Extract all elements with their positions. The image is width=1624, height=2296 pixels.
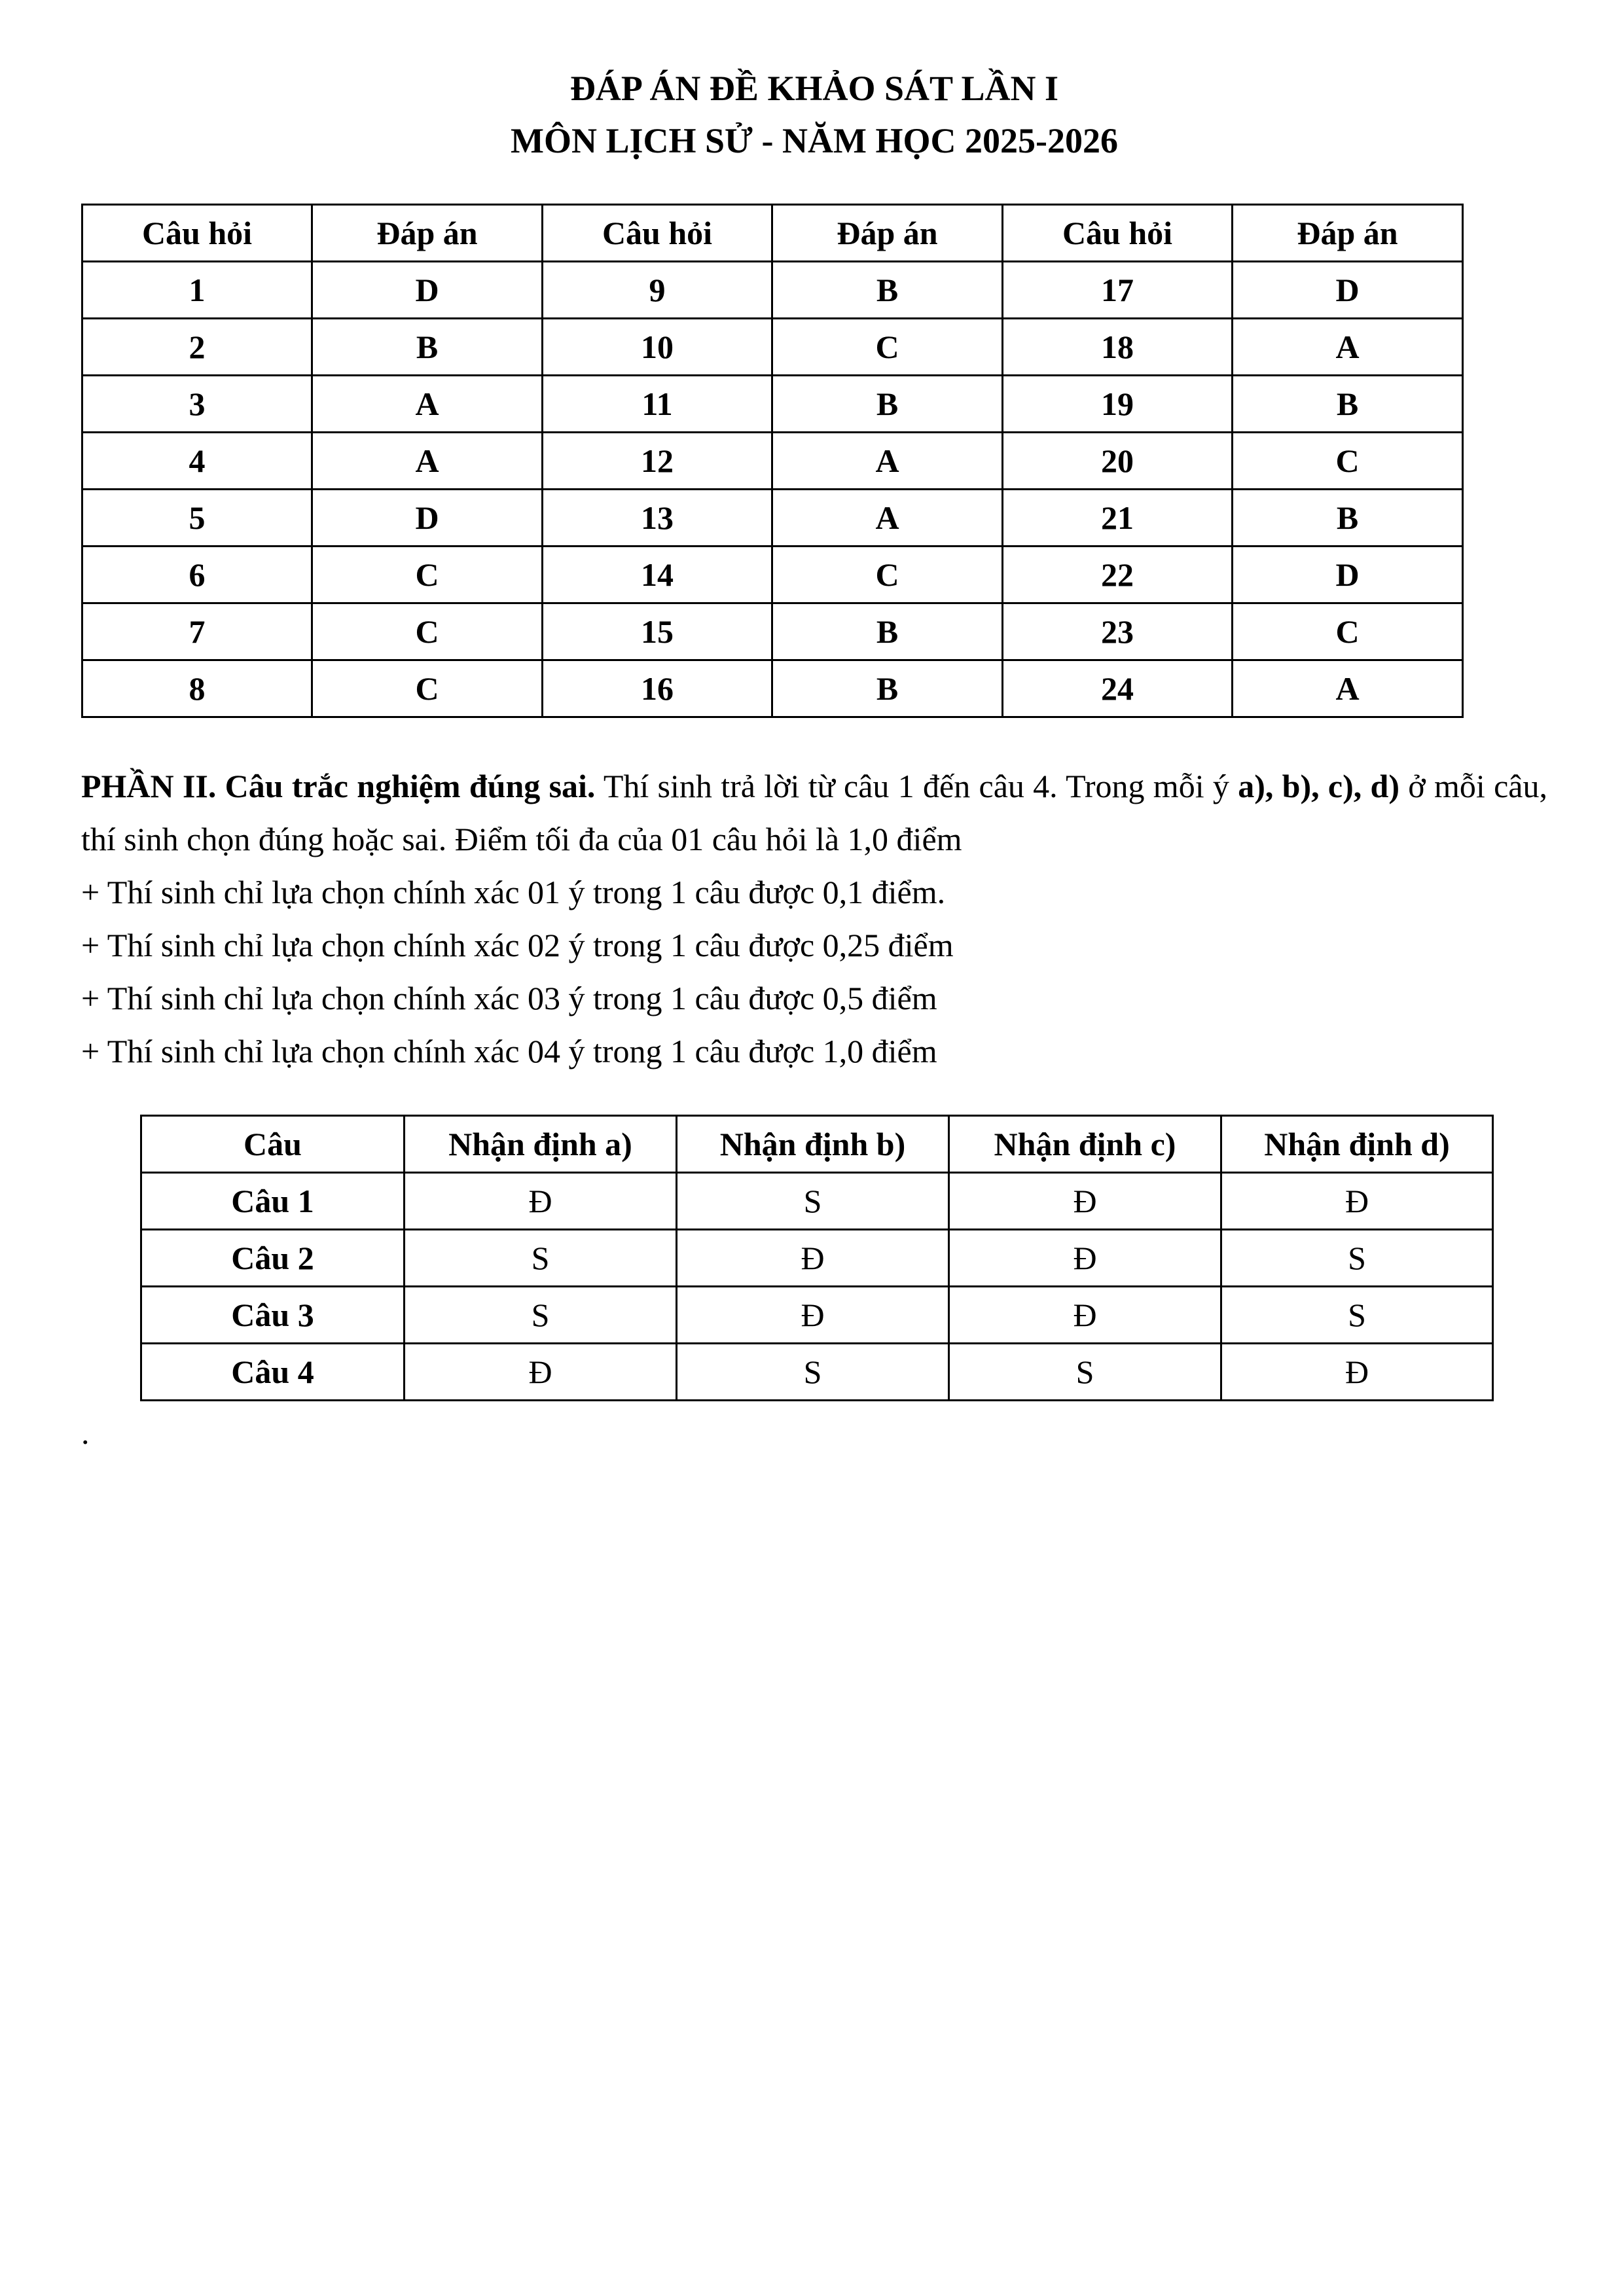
part2-intro-text-2: ở mỗi câu, thí sinh chọn đúng hoặc sai. Điểm tối đa của 01 câu hỏi là 1,0 điểm (81, 768, 1547, 857)
answer-cell: D (1233, 547, 1463, 603)
scoring-rule-line: + Thí sinh chỉ lựa chọn chính xác 02 ý trong 1 câu được 0,25 điểm (81, 927, 954, 963)
question-number-cell: 12 (543, 433, 772, 490)
answer-cell: D (1233, 262, 1463, 319)
question-number-cell: 23 (1003, 603, 1233, 660)
part2-intro-text-1: Thí sinh trả lời từ câu 1 đến câu 4. Trong mỗi ý (595, 768, 1238, 804)
question-number-cell: 8 (82, 660, 312, 717)
question-number-cell: 20 (1003, 433, 1233, 490)
tf-answer-cell: Đ (1221, 1173, 1493, 1230)
tf-answer-cell: Đ (949, 1173, 1221, 1230)
document-title-line-1: ĐÁP ÁN ĐỀ KHẢO SÁT LẦN I (569, 69, 1059, 108)
question-number-cell: 11 (543, 376, 772, 433)
document-title-line-2: MÔN LỊCH SỬ - NĂM HỌC 2025-2026 (511, 121, 1118, 160)
question-number-cell: 6 (82, 547, 312, 603)
answer-cell: C (772, 547, 1003, 603)
tf-answer-cell: S (677, 1344, 949, 1401)
question-number-cell: 2 (82, 319, 312, 376)
answer-cell: A (312, 376, 543, 433)
table-row (141, 1173, 1493, 1230)
answer-cell: A (1233, 319, 1463, 376)
tf-answer-cell: Đ (677, 1287, 949, 1344)
column-header: Nhận định b) (677, 1116, 949, 1173)
table-row (82, 603, 1463, 660)
table-row (141, 1287, 1493, 1344)
question-number-cell: 17 (1003, 262, 1233, 319)
question-number-cell: 5 (82, 490, 312, 547)
question-number-cell: 15 (543, 603, 772, 660)
question-number-cell: 21 (1003, 490, 1233, 547)
answer-cell: C (312, 603, 543, 660)
scoring-rule-line: + Thí sinh chỉ lựa chọn chính xác 01 ý trong 1 câu được 0,1 điểm. (81, 874, 946, 910)
question-number-cell: 14 (543, 547, 772, 603)
table-row (141, 1344, 1493, 1401)
part2-intro-paragraph (81, 760, 1547, 866)
column-header: Câu hỏi (82, 205, 312, 262)
column-header: Câu (141, 1116, 405, 1173)
tf-answer-cell: S (677, 1173, 949, 1230)
answer-cell: C (312, 660, 543, 717)
answer-cell: A (772, 490, 1003, 547)
column-header: Câu hỏi (543, 205, 772, 262)
answer-cell: A (772, 433, 1003, 490)
question-number-cell: 3 (82, 376, 312, 433)
answer-table-header-row (82, 205, 1463, 262)
column-header: Đáp án (1233, 205, 1463, 262)
tf-answer-cell: Đ (677, 1230, 949, 1287)
part2-intro-bold: a), b), c), d) (1238, 768, 1399, 804)
answer-cell: B (1233, 490, 1463, 547)
table-row (82, 376, 1463, 433)
tf-answer-cell: Đ (1221, 1344, 1493, 1401)
table-row (82, 547, 1463, 603)
column-header: Câu hỏi (1003, 205, 1233, 262)
column-header: Nhận định a) (405, 1116, 677, 1173)
column-header: Đáp án (312, 205, 543, 262)
question-number-cell: 7 (82, 603, 312, 660)
question-number-cell: 18 (1003, 319, 1233, 376)
answer-cell: B (1233, 376, 1463, 433)
question-label-cell: Câu 4 (141, 1344, 405, 1401)
question-number-cell: 13 (543, 490, 772, 547)
tf-answer-cell: S (405, 1230, 677, 1287)
answer-key-table (81, 204, 1464, 718)
answer-cell: C (1233, 433, 1463, 490)
trailing-period: . (81, 1414, 90, 1451)
question-number-cell: 24 (1003, 660, 1233, 717)
answer-cell: B (772, 376, 1003, 433)
question-number-cell: 9 (543, 262, 772, 319)
scoring-rule-line: + Thí sinh chỉ lựa chọn chính xác 04 ý trong 1 câu được 1,0 điểm (81, 1033, 937, 1069)
column-header: Đáp án (772, 205, 1003, 262)
table-row (141, 1230, 1493, 1287)
scoring-rule-line: + Thí sinh chỉ lựa chọn chính xác 03 ý trong 1 câu được 0,5 điểm (81, 980, 937, 1016)
document-title-block (81, 62, 1547, 167)
tf-answer-cell: S (405, 1287, 677, 1344)
table-row (82, 660, 1463, 717)
question-number-cell: 19 (1003, 376, 1233, 433)
question-number-cell: 4 (82, 433, 312, 490)
table-row (82, 433, 1463, 490)
answer-cell: D (312, 262, 543, 319)
tf-answer-cell: Đ (405, 1173, 677, 1230)
question-number-cell: 1 (82, 262, 312, 319)
tf-answer-cell: S (1221, 1230, 1493, 1287)
answer-cell: B (772, 660, 1003, 717)
question-number-cell: 22 (1003, 547, 1233, 603)
answer-cell: C (772, 319, 1003, 376)
answer-cell: B (312, 319, 543, 376)
tf-answer-cell: S (949, 1344, 1221, 1401)
column-header: Nhận định d) (1221, 1116, 1493, 1173)
question-number-cell: 10 (543, 319, 772, 376)
tf-answer-cell: Đ (949, 1287, 1221, 1344)
question-label-cell: Câu 3 (141, 1287, 405, 1344)
true-false-answer-table (140, 1115, 1494, 1401)
question-number-cell: 16 (543, 660, 772, 717)
answer-cell: B (772, 603, 1003, 660)
answer-cell: C (312, 547, 543, 603)
answer-cell: A (1233, 660, 1463, 717)
tf-table-header-row (141, 1116, 1493, 1173)
answer-cell: C (1233, 603, 1463, 660)
part2-heading: PHẦN II. Câu trắc nghiệm đúng sai. (81, 768, 596, 804)
tf-answer-cell: S (1221, 1287, 1493, 1344)
answer-cell: A (312, 433, 543, 490)
table-row (82, 262, 1463, 319)
question-label-cell: Câu 1 (141, 1173, 405, 1230)
table-row (82, 319, 1463, 376)
answer-cell: D (312, 490, 543, 547)
column-header: Nhận định c) (949, 1116, 1221, 1173)
answer-cell: B (772, 262, 1003, 319)
table-row (82, 490, 1463, 547)
tf-answer-cell: Đ (405, 1344, 677, 1401)
tf-answer-cell: Đ (949, 1230, 1221, 1287)
question-label-cell: Câu 2 (141, 1230, 405, 1287)
